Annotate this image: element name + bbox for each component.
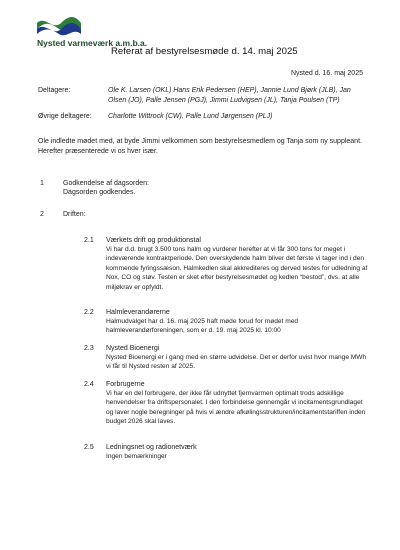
subitem-number: 2.3 [84,345,94,352]
subitem-title: Ledningsnet og radionetværk [106,444,197,451]
intro-paragraph: Ole indledte mødet med, at byde Jimmi velkommen som bestyrelsesmedlem og Tanja som ny suppleant. Herefter præsenterede vi os hver især. [38,138,362,155]
subitem-body: Nysted Bioenergi er i gang med en større udvidelse. Det er derfor uvist hvor mange MWh vi får til Nysted resten af 2025. [106,354,367,371]
subitem-body: Ingen bemærkninger [106,453,167,460]
item-number: 1 [40,180,44,187]
organization-name: Nysted varmeværk a.m.b.a. [37,38,148,48]
item-number: 2 [40,211,44,218]
subitem-number: 2.2 [84,309,94,316]
subitem-title: Forbrugerne [106,381,145,388]
subitem-body: Halmudvalget har d. 16. maj 2025 haft møde forud for mødet med halmleverandørforeningen, som er d. 19. maj 2025 kl. 10:00 [106,318,299,335]
item-body: Dagsorden godkendes. [63,189,136,196]
subitem-number: 2.5 [84,444,94,451]
other-attendees-label: Øvrige deltagere: [38,113,92,120]
attendees-label: Deltagere: [38,87,71,94]
logo-icon [37,17,81,37]
document-title: Referat af bestyrelsesmøde d. 14. maj 2025 [111,46,298,57]
item-title: Godkendelse af dagsorden: [63,180,150,187]
item-title: Driften: [63,211,86,218]
subitem-number: 2.1 [84,237,94,244]
subitem-body: Vi har d.d. brugt 3.500 tons halm og vurderer herefter at vi får 300 tons for meget i indeværende kontraktperiode. Den overskydende halm bliver det første vi tager ind i den kommende fyringssæson. Halmkedlen skal akkrediteres og derved testes for udledning af Nox, CO og støv. Testen er sket efter bestyrelsesmødet og kedlen “bestod”, dvs. at alle miljøkrav er opfyldt. [106,246,368,291]
other-attendees-names: Charlotte Wittrock (CW), Palle Lund Jørgensen (PLJ) [108,113,273,120]
subitem-body: Vi har en del forbrugere, der ikke får udnyttet fjernvarmen optimalt trods adskillige henvendelser fra driftspersonalet. I den forbindelse gennemgår vi incitamentsgrundlaget og laver nogle beregninger på hvis vi ændre afkølingsstrukturen/incitamentstariffen inden budget 2026 skal laves. [106,390,366,426]
attendees-names: Ole K. Larsen (OKL) Hans Erik Pedersen (HEP), Jannie Lund Bjørk (JLB), Jan Olsen (JO), Palle Jensen (PGJ), Jimmi Ludvigsen (JL), Tanja Poulsen (TP) [108,87,351,104]
place-date: Nysted d. 16. maj 2025 [291,70,363,77]
subitem-title: Værkets drift og produktionstal [106,237,201,244]
subitem-number: 2.4 [84,381,94,388]
subitem-title: Nysted Bioenergi [106,345,160,352]
subitem-title: Halmleverandørerne [106,309,170,316]
